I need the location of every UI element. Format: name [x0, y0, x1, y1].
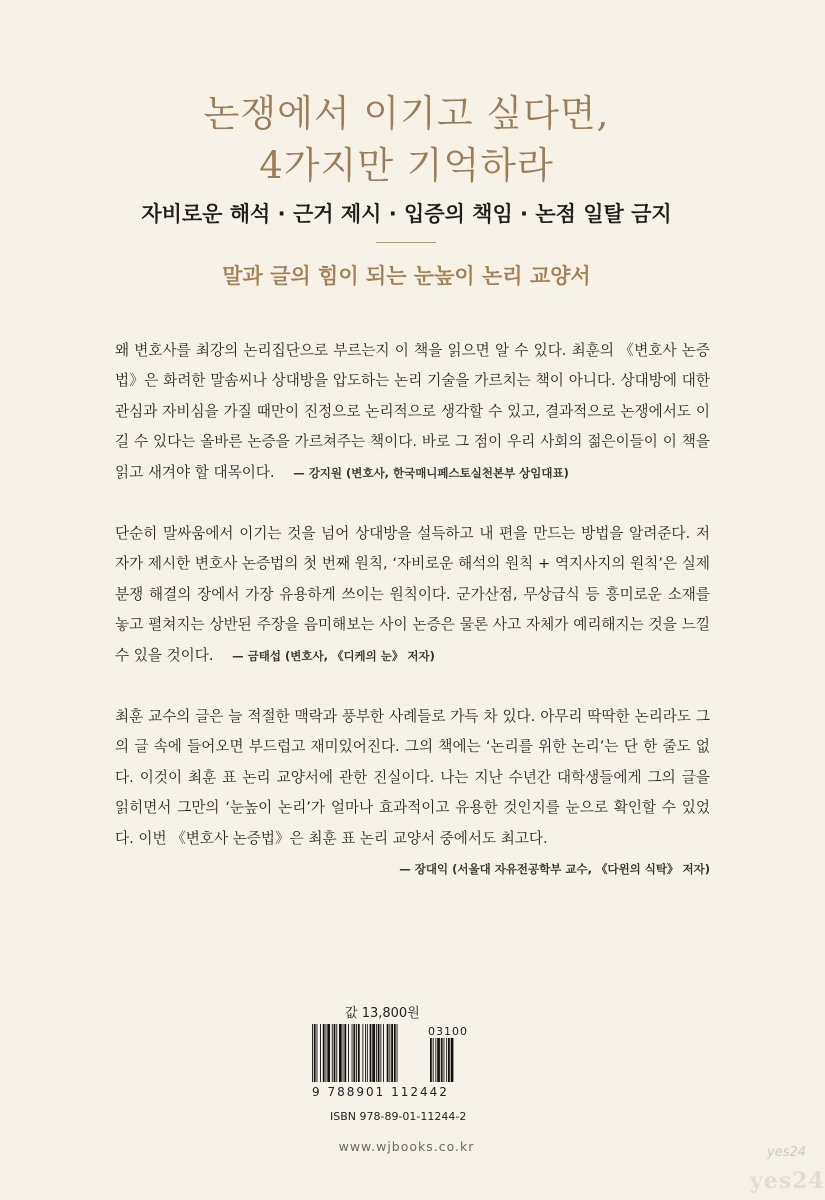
review-text: 단순히 말싸움에서 이기는 것을 넘어 상대방을 설득하고 내 편을 만드는 방법을 알려준다. 저자가 제시한 변호사 논증법의 첫 번째 원칙, ‘자비로운 해석의 원칙 + 역지사지의 원칙’은 실제 분쟁 해결의 장에서 가장 유용하게 쓰이는 원칙이다. 군가산점, 무상급식 등 흥미로운 소재를 놓고 펼쳐지는 상반된 주장을 음미해보는 사이 논증은 물론 사고 자체가 예리해지는 것을 느낄 수 있을 것이다. — [115, 525, 710, 664]
review-2 — [115, 519, 710, 671]
barcode-bar — [358, 1024, 360, 1082]
barcode-bar — [394, 1024, 396, 1082]
barcode-bar — [332, 1024, 333, 1082]
barcode-bar — [339, 1024, 342, 1082]
review-signature: — 강지원 (변호사, 한국매니페스토실천본부 상임대표) — [293, 465, 569, 480]
barcode-bar — [336, 1024, 337, 1082]
barcode-bar — [380, 1024, 381, 1082]
barcode-bar — [367, 1024, 368, 1082]
isbn-number: ISBN 978-89-01-11244-2 — [330, 1110, 467, 1123]
barcode-bar — [323, 1024, 325, 1082]
barcode-bar — [334, 1024, 336, 1082]
barcode-bar — [376, 1024, 377, 1082]
barcode-bar — [326, 1024, 327, 1082]
barcode-addon-bar — [430, 1038, 432, 1082]
barcode-bar — [320, 1024, 321, 1082]
barcode-bar — [317, 1024, 318, 1082]
barcode-addon-bar — [448, 1038, 450, 1082]
barcode-addon-bar — [444, 1038, 445, 1082]
tagline: 말과 글의 힘이 되는 눈높이 논리 교양서 — [222, 264, 591, 288]
barcode-bar — [372, 1024, 375, 1082]
watermark-large: yes24 — [750, 1168, 825, 1194]
review-text: 최훈 교수의 글은 늘 적절한 맥락과 풍부한 사례들로 가득 차 있다. 아무리 딱딱한 논리라도 그의 글 속에 들어오면 부드럽고 재미있어진다. 그의 책에는 ‘논리를 위한 논리’는 단 한 줄도 없다. 이것이 최훈 표 논리 교양서에 관한 진실이다. 나는 지난 수년간 대학생들에게 그의 글을 읽히면서 그만의 ‘눈높이 논리’가 얼마나 효과적이고 유용한 것인지를 눈으로 확인할 수 있었다. 이번 《변호사 논증법》은 최훈 표 논리 교양서 중에서도 최고다. — [115, 708, 710, 847]
barcode-addon-number: 03100 — [428, 1025, 468, 1038]
barcode-bar — [314, 1024, 316, 1082]
barcode-bar — [312, 1024, 313, 1082]
barcode-bar — [397, 1024, 398, 1082]
barcode-addon-bar — [435, 1038, 436, 1082]
barcode-bar — [383, 1024, 384, 1082]
barcode-bar — [391, 1024, 393, 1082]
barcode-bar — [353, 1024, 355, 1082]
barcode-bar — [352, 1024, 353, 1082]
review-3 — [115, 702, 710, 884]
barcode-bar — [343, 1024, 344, 1082]
barcode-addon-bar — [433, 1038, 434, 1082]
barcode-addon-bar — [446, 1038, 447, 1082]
barcode-bar — [365, 1024, 366, 1082]
barcode-bar — [348, 1024, 349, 1082]
headline-line-1: 논쟁에서 이기고 싶다면, — [203, 92, 610, 135]
watermark-small: yes24 — [767, 1145, 807, 1160]
barcode-number: 9 788901 112442 — [312, 1085, 449, 1099]
barcode-addon-bar — [441, 1038, 443, 1082]
barcode-bar — [370, 1024, 372, 1082]
barcode-addon-bar — [437, 1038, 440, 1082]
barcode-bar — [362, 1024, 363, 1082]
price-label: 값 13,800원 — [345, 1006, 420, 1021]
review-text: 왜 변호사를 최강의 논리집단으로 부르는지 이 책을 읽으면 알 수 있다. 최훈의 《변호사 논증법》은 화려한 말솜씨나 상대방을 압도하는 논리 기술을 가르치는 책이 아니다. 상대방에 대한 관심과 자비심을 가질 때만이 진정으로 논리적으로 생각할 수 있고, 결과적으로 논쟁에서도 이길 수 있다는 올바른 논증을 가르쳐주는 책이다. 바로 그 점이 우리 사회의 젊은이들이 이 책을 읽고 새겨야 할 대목이다. — [115, 342, 710, 481]
barcode-bar — [389, 1024, 390, 1082]
barcode-bar — [387, 1024, 389, 1082]
barcode-bar — [344, 1024, 346, 1082]
publisher-website: www.wjbooks.co.kr — [338, 1139, 475, 1154]
divider-line — [376, 242, 436, 243]
barcode-bar — [327, 1024, 330, 1082]
review-1 — [115, 336, 710, 488]
headline-line-2: 4가지만 기억하라 — [259, 144, 554, 187]
subheading: 자비로운 해석 · 근거 제시 · 입증의 책임 · 논점 일탈 금지 — [141, 202, 672, 226]
review-signature: — 금태섭 (변호사, 《디케의 눈》 저자) — [232, 648, 435, 663]
review-signature: — 장대익 (서울대 자유전공학부 교수, 《다윈의 식탁》 저자) — [399, 862, 710, 877]
barcode-addon-bar — [451, 1038, 454, 1082]
barcode-bar — [378, 1024, 380, 1082]
barcode-bar — [356, 1024, 357, 1082]
